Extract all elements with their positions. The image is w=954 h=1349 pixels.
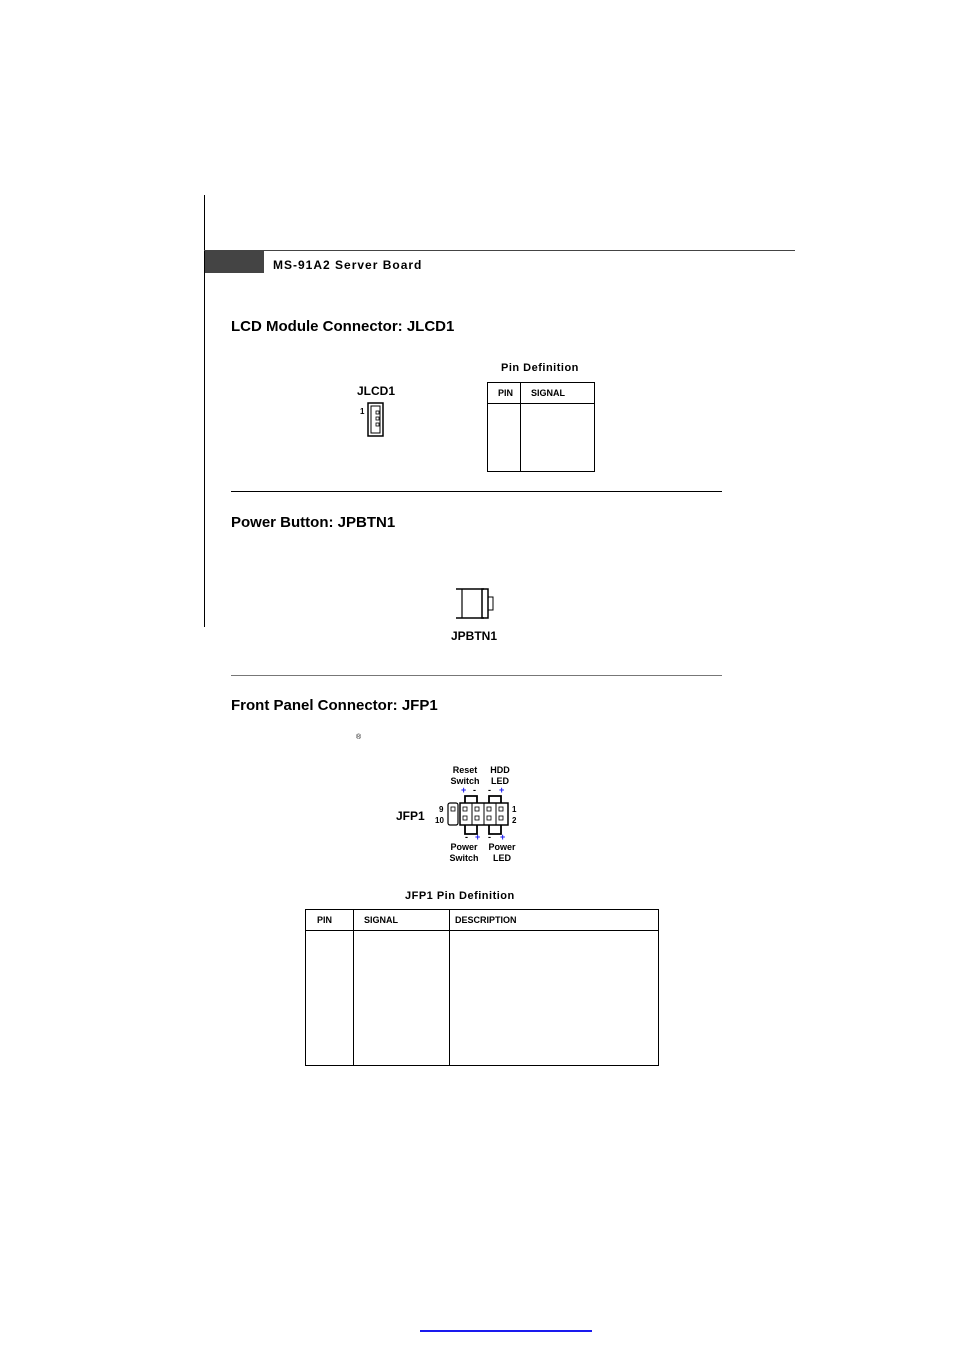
section-divider	[231, 491, 722, 492]
jfp1-signal-cell	[354, 931, 450, 1066]
header-block	[205, 251, 264, 273]
jfp1-pin-1: 1	[512, 805, 517, 814]
power-switch-minus: -	[465, 832, 468, 842]
jpbtn1-label: JPBTN1	[451, 629, 498, 643]
power-section-title: Power Button: JPBTN1	[231, 514, 396, 531]
lcd-col-signal: SIGNAL	[521, 383, 595, 404]
header-title: MS-91A2 Server Board	[273, 258, 423, 272]
jfp1-pin-table	[305, 909, 659, 1066]
hdd-led-label: HDD LED	[490, 765, 510, 786]
jfp1-col-description: DESCRIPTION	[450, 910, 659, 931]
lcd-section-title: LCD Module Connector: JLCD1	[231, 318, 455, 335]
jfp1-label: JFP1	[396, 809, 425, 823]
hdd-led-minus: -	[488, 785, 491, 795]
jpbtn1-connector-icon	[454, 587, 496, 621]
front-section-title: Front Panel Connector: JFP1	[231, 697, 438, 714]
registered-mark: ®	[356, 734, 362, 741]
jfp1-pin-cell	[306, 931, 354, 1066]
jfp1-connector-icon	[446, 794, 512, 838]
reset-switch-label: Reset Switch	[450, 765, 480, 786]
lcd-col-pin: PIN	[488, 383, 521, 404]
lcd-pin-table	[487, 382, 595, 472]
jfp1-pin-2: 2	[512, 816, 517, 825]
power-led-plus: +	[500, 832, 506, 842]
jfp1-col-pin: PIN	[306, 910, 354, 931]
jlcd1-connector-icon	[366, 401, 386, 439]
jlcd1-pin-one: 1	[360, 407, 365, 416]
power-led-label: Power LED	[488, 842, 516, 863]
footer-link-underline[interactable]	[420, 1330, 592, 1332]
power-switch-plus: +	[475, 832, 481, 842]
hdd-led-plus: +	[499, 785, 505, 795]
reset-switch-plus: +	[461, 785, 467, 795]
jlcd1-label: JLCD1	[357, 384, 396, 398]
jfp1-pin-10: 10	[435, 816, 444, 825]
lcd-pin-cell	[488, 404, 521, 472]
jfp1-pin-definition-title: JFP1 Pin Definition	[405, 890, 515, 902]
power-switch-label: Power Switch	[449, 842, 479, 863]
power-led-minus: -	[488, 832, 491, 842]
lcd-signal-cell	[521, 404, 595, 472]
header-rule	[204, 250, 795, 251]
jfp1-pin-9: 9	[439, 805, 444, 814]
jfp1-description-cell	[450, 931, 659, 1066]
section-divider	[231, 675, 722, 676]
reset-switch-minus: -	[473, 785, 476, 795]
jfp1-col-signal: SIGNAL	[354, 910, 450, 931]
lcd-pin-definition-title: Pin Definition	[501, 362, 579, 374]
